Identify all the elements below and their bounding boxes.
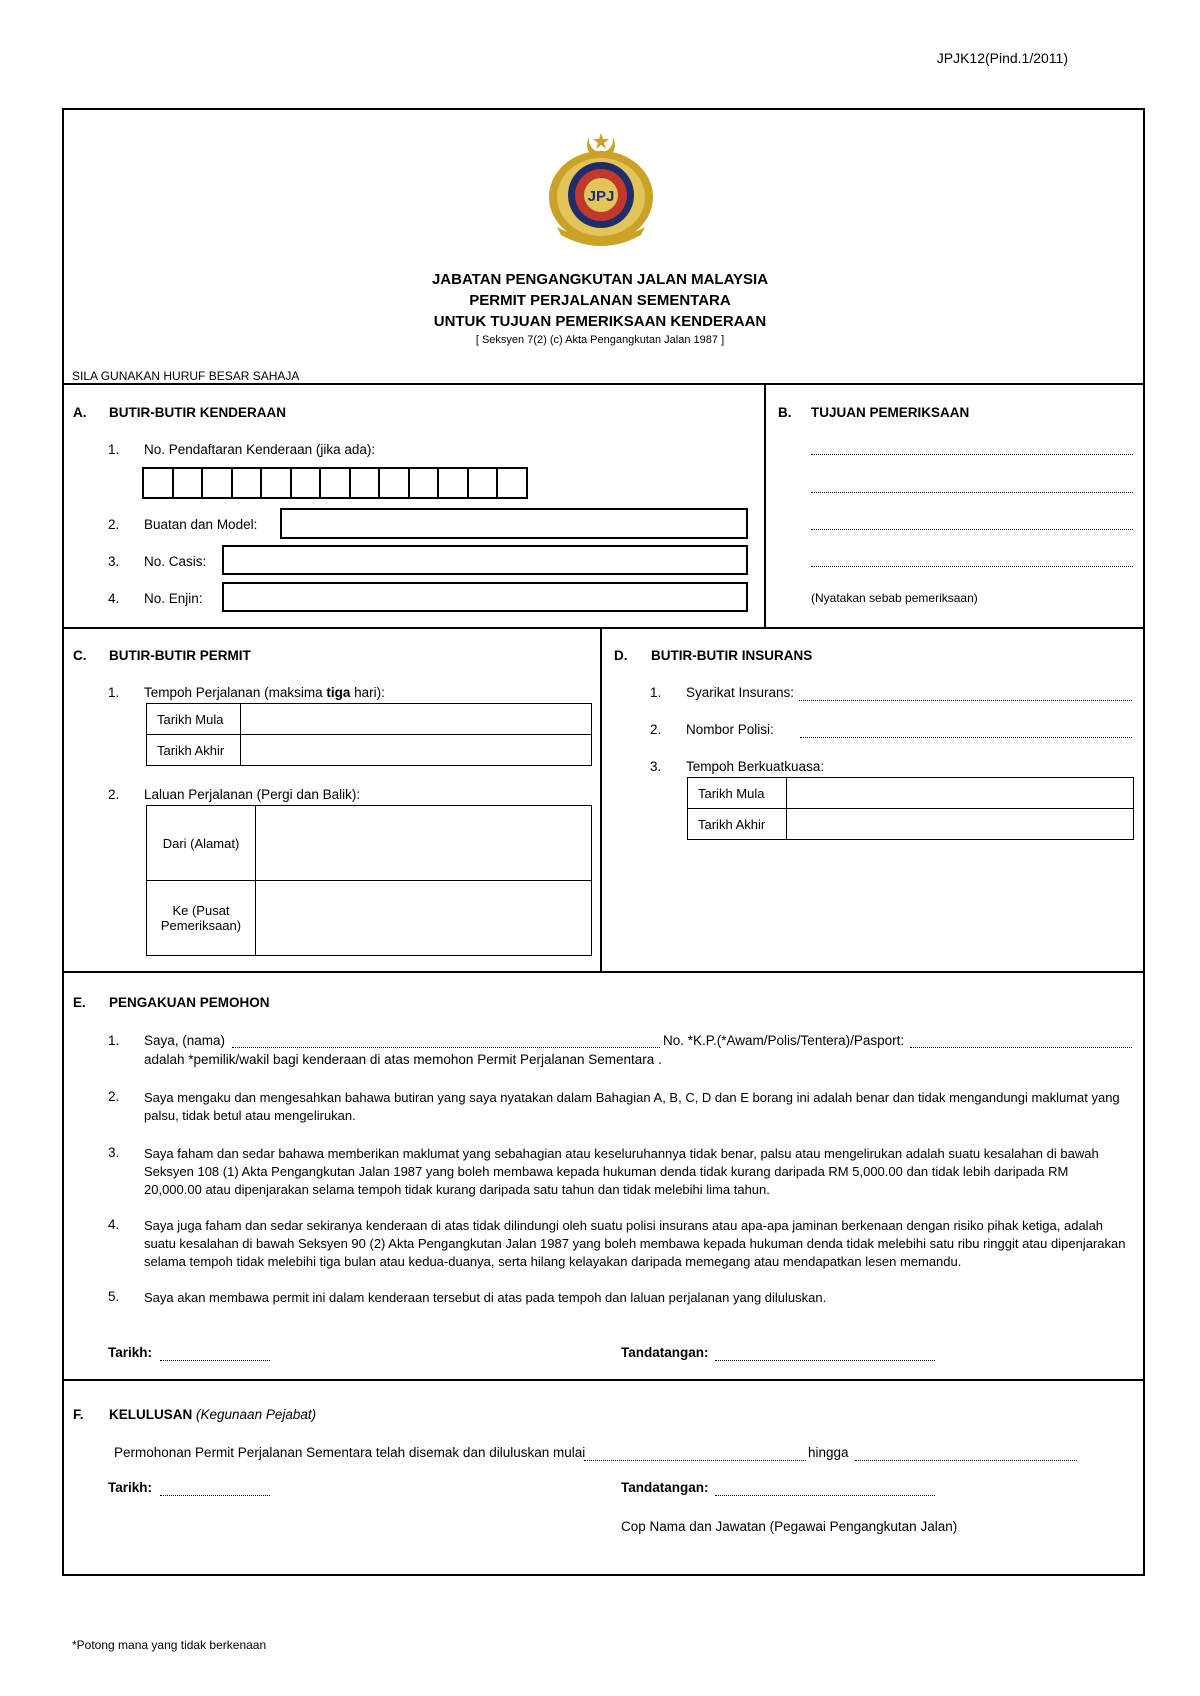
e1-name-label: Saya, (nama): [144, 1033, 226, 1048]
permit-start-field[interactable]: [240, 703, 592, 735]
approval-line-text: Permohonan Permit Perjalanan Sementara telah disemak dan diluluskan mulai: [114, 1445, 586, 1460]
section-a-title: BUTIR-BUTIR KENDERAAN: [109, 405, 286, 420]
route-to-label-line2: Pemeriksaan): [160, 918, 242, 933]
c2-num: 2.: [108, 787, 120, 802]
a1-num: 1.: [108, 442, 120, 457]
divider-cd-e: [62, 971, 1145, 973]
agency-title: JABATAN PENGANGKUTAN JALAN MALAYSIA: [431, 271, 769, 288]
divider-ab-cd: [62, 627, 1145, 629]
applicant-signature-field[interactable]: [715, 1360, 935, 1361]
section-a-letter: A.: [73, 405, 87, 420]
registration-char-box[interactable]: [260, 467, 292, 499]
chassis-number-field[interactable]: [222, 545, 748, 575]
approval-until-field[interactable]: [855, 1460, 1077, 1461]
legal-reference: [ Seksyen 7(2) (c) Akta Pengangkutan Jalan 1987 ]: [475, 334, 725, 346]
c1-label-emphasis: tiga: [326, 685, 351, 700]
approval-signature-label: Tandatangan:: [621, 1480, 709, 1495]
footnote: *Potong mana yang tidak berkenaan: [72, 1638, 267, 1652]
registration-char-box[interactable]: [408, 467, 440, 499]
a4-num: 4.: [108, 591, 120, 606]
insurance-end-label: Tarikh Akhir: [687, 808, 787, 840]
registration-char-box[interactable]: [437, 467, 469, 499]
c1-label-a: Tempoh Perjalanan (maksima: [144, 685, 327, 700]
insurance-company-field[interactable]: [799, 700, 1132, 701]
policy-number-field[interactable]: [800, 737, 1132, 738]
a3-label: No. Casis:: [144, 554, 207, 569]
purpose-line-4[interactable]: [811, 566, 1133, 567]
permit-start-label: Tarikh Mula: [146, 703, 241, 735]
e4-text: Saya juga faham dan sedar sekiranya kenderaan di atas tidak dilindungi oleh suatu polisi insurans atau apa-apa jaminan berkenaan dengan risiko pihak ketiga, adalah suatu kesalahan di bawah Seksyen 90 (2) Akta Pengangkutan Jalan 1987 yang boleh membawa kepada hukuman denda tidak melebihi satu ribu ringgit atau dipenjarakan selama tempoh tidak melebihi tiga bulan atau kedua-duanya, serta hilang kelayakan daripada memegang atau mendapatkan lesen memandu.: [144, 1218, 1126, 1269]
registration-char-box[interactable]: [319, 467, 351, 499]
permit-title: PERMIT PERJALANAN SEMENTARA: [469, 292, 731, 309]
section-d-letter: D.: [614, 648, 628, 663]
divider-ab: [764, 383, 766, 628]
d3-label: Tempoh Berkuatkuasa:: [686, 759, 825, 774]
d3-num: 3.: [650, 759, 662, 774]
registration-char-box[interactable]: [201, 467, 233, 499]
c1-num: 1.: [108, 685, 120, 700]
e5-num: 5.: [108, 1289, 120, 1304]
registration-char-box[interactable]: [467, 467, 499, 499]
registration-char-box[interactable]: [349, 467, 381, 499]
route-from-field[interactable]: [255, 805, 592, 881]
e2-text: Saya mengaku dan mengesahkan bahawa butiran yang saya nyatakan dalam Bahagian A, B, C, D dan E borang ini adalah benar dan tidak mengandungi maklumat yang palsu, tidak betul atau mengelirukan.: [144, 1090, 1120, 1123]
section-c-letter: C.: [73, 648, 87, 663]
a3-num: 3.: [108, 554, 120, 569]
approval-from-field[interactable]: [584, 1460, 806, 1461]
purpose-title: UNTUK TUJUAN PEMERIKSAAN KENDERAAN: [433, 313, 767, 330]
permit-end-label: Tarikh Akhir: [146, 734, 241, 766]
registration-char-box[interactable]: [172, 467, 204, 499]
e3-num: 3.: [108, 1145, 120, 1160]
a1-label: No. Pendaftaran Kenderaan (jika ada):: [144, 442, 376, 457]
c1-label-c: hari):: [350, 685, 385, 700]
insurance-start-field[interactable]: [786, 777, 1134, 809]
section-e-title: PENGAKUAN PEMOHON: [109, 995, 270, 1010]
engine-number-field[interactable]: [222, 582, 748, 612]
divider-cd: [600, 627, 602, 972]
section-b-letter: B.: [778, 405, 792, 420]
registration-char-box[interactable]: [378, 467, 410, 499]
caps-note: SILA GUNAKAN HURUF BESAR SAHAJA: [72, 369, 300, 383]
svg-text:JPJ: JPJ: [587, 188, 615, 205]
purpose-line-3[interactable]: [811, 529, 1133, 530]
d2-num: 2.: [650, 722, 662, 737]
e1-num: 1.: [108, 1033, 120, 1048]
c1-label: [144, 685, 385, 700]
section-c-title: BUTIR-BUTIR PERMIT: [109, 648, 251, 663]
registration-number-boxes: [142, 467, 525, 499]
purpose-line-1[interactable]: [811, 454, 1133, 455]
a2-num: 2.: [108, 517, 120, 532]
a2-label: Buatan dan Model:: [144, 517, 258, 532]
form-code: JPJK12(Pind.1/2011): [936, 50, 1068, 66]
c2-label: Laluan Perjalanan (Pergi dan Balik):: [144, 787, 361, 802]
e1-id-label: No. *K.P.(*Awam/Polis/Tentera)/Pasport:: [663, 1033, 905, 1048]
section-f-title-note: (Kegunaan Pejabat): [196, 1407, 317, 1422]
applicant-date-field[interactable]: [160, 1360, 270, 1361]
section-b-title: TUJUAN PEMERIKSAAN: [811, 405, 970, 420]
divider-e-f: [62, 1379, 1145, 1381]
purpose-line-2[interactable]: [811, 492, 1133, 493]
route-to-label-line1: Ke (Pusat: [172, 903, 230, 918]
e4-num: 4.: [108, 1217, 120, 1232]
registration-char-box[interactable]: [496, 467, 528, 499]
insurance-end-field[interactable]: [786, 808, 1134, 840]
e5-text: Saya akan membawa permit ini dalam kenderaan tersebut di atas pada tempoh dan laluan perjalanan yang diluluskan.: [144, 1290, 827, 1305]
d2-label: Nombor Polisi:: [686, 722, 774, 737]
a4-label: No. Enjin:: [144, 591, 203, 606]
make-model-field[interactable]: [280, 508, 748, 539]
applicant-signature-label: Tandatangan:: [621, 1345, 709, 1360]
e2-num: 2.: [108, 1089, 120, 1104]
jpj-logo: [543, 125, 659, 251]
section-f-letter: F.: [73, 1407, 84, 1422]
route-to-label: [146, 880, 256, 956]
jpj-crest-icon: [543, 125, 659, 251]
insurance-start-label: Tarikh Mula: [687, 777, 787, 809]
applicant-date-label: Tarikh:: [108, 1345, 153, 1360]
applicant-id-field[interactable]: [910, 1047, 1132, 1048]
permit-end-field[interactable]: [240, 734, 592, 766]
approval-date-field[interactable]: [160, 1495, 270, 1496]
section-d-title: BUTIR-BUTIR INSURANS: [651, 648, 813, 663]
registration-char-box[interactable]: [231, 467, 263, 499]
approval-until-label: hingga: [808, 1445, 849, 1460]
d1-label: Syarikat Insurans:: [686, 685, 795, 700]
officer-stamp-label: Cop Nama dan Jawatan (Pegawai Pengangkutan Jalan): [621, 1519, 958, 1534]
registration-char-box[interactable]: [290, 467, 322, 499]
section-f-title-text: KELULUSAN: [109, 1407, 193, 1422]
approval-signature-field[interactable]: [715, 1495, 935, 1496]
approval-date-label: Tarikh:: [108, 1480, 153, 1495]
route-to-field[interactable]: [255, 880, 592, 956]
route-from-label: Dari (Alamat): [146, 805, 256, 881]
purpose-note: (Nyatakan sebab pemeriksaan): [811, 591, 978, 605]
divider-header: [62, 383, 1145, 385]
e1-text-line2: adalah *pemilik/wakil bagi kenderaan di atas memohon Permit Perjalanan Sementara .: [144, 1052, 662, 1067]
applicant-name-field[interactable]: [232, 1047, 660, 1048]
section-e-letter: E.: [73, 995, 86, 1010]
e3-text: Saya faham dan sedar bahawa memberikan maklumat yang sebahagian atau keseluruhannya tidak benar, palsu atau mengelirukan adalah suatu kesalahan di bawah Seksyen 108 (1) Akta Pengangkutan Jalan 1987 yang boleh membawa kepada hukuman denda tidak kurang daripada RM 5,000.00 dan tidak lebih daripada RM 20,000.00 atau dipenjarakan selama tempoh tidak kurang daripada satu tahun dan tidak melebihi lima tahun.: [144, 1146, 1099, 1197]
registration-char-box[interactable]: [142, 467, 174, 499]
section-f-title: [109, 1407, 316, 1422]
d1-num: 1.: [650, 685, 662, 700]
